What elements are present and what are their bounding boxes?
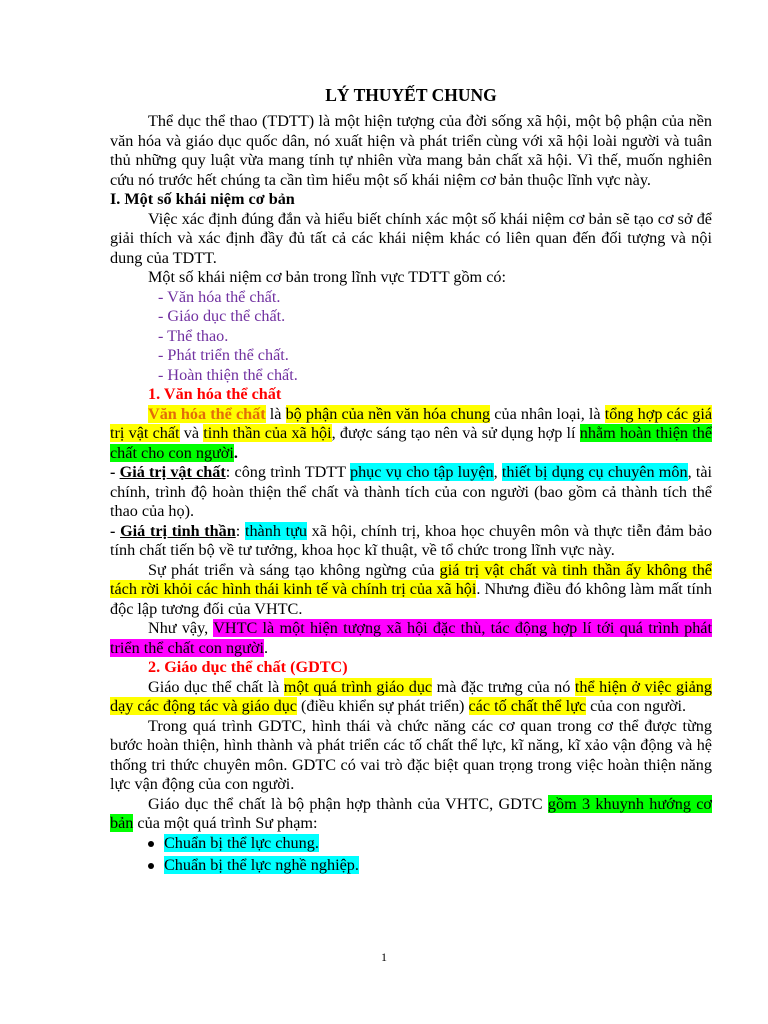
- text-run: Như vậy,: [148, 619, 214, 637]
- text-run: ,: [493, 463, 502, 481]
- conclusion-paragraph: [110, 619, 712, 658]
- highlight: các tố chất thể lực: [468, 697, 587, 715]
- list-item: - Giáo dục thể chất.: [158, 307, 286, 325]
- highlight: thành tựu: [244, 521, 307, 540]
- highlight: thể hiện ở việc giảng dạy các động tác và giáo dục: [110, 677, 712, 715]
- definition-paragraph: [110, 405, 712, 464]
- components-paragraph: [110, 795, 712, 834]
- text-run: Sự phát triển và sáng tạo không ngừng của: [148, 560, 440, 579]
- list-item: - Phát triển thể chất.: [158, 346, 289, 364]
- list-item: [164, 856, 712, 876]
- text-run: xã hội, chính trị, khoa học chuyên môn và thực tiễn đảm bảo tính chất tiến bộ về tư tưởng, khoa học kĩ thuật, về tổ chức trong lĩnh vực này.: [110, 521, 713, 559]
- concept-list: [110, 288, 712, 386]
- list-item: - Hoàn thiện thể chất.: [158, 365, 298, 384]
- highlight: Chuẩn bị thể lực nghề nghiệp.: [164, 856, 359, 874]
- intro-paragraph: Thể dục thể thao (TDTT) là một hiện tượng của đời sống xã hội, một bộ phận của nền văn hóa và giáo dục quốc dân, nó xuất hiện và phát triển cùng với xã hội loài người và tuân thủ những quy luật vừa mang tính tự nhiên vừa mang bản chất xã hội. Vì thế, muốn nghiên cứu nó trước hết chúng ta cần tìm hiểu một số khái niệm cơ bản thuộc lĩnh vực này.: [110, 112, 712, 189]
- section-heading: I. Một số khái niệm cơ bản: [110, 190, 295, 208]
- text-run: Giáo dục thể chất là bộ phận hợp thành của VHTC, GDTC: [148, 794, 548, 813]
- material-value-paragraph: [110, 463, 712, 522]
- term: Văn hóa thể chất: [148, 404, 266, 423]
- text-run: .: [233, 443, 238, 462]
- text-run: : công trình TDTT: [225, 463, 350, 481]
- text-run: mà đặc trưng của nó: [432, 677, 575, 696]
- text-run: , tài chính, trình độ hoàn thiện thể chất và thành tích của con người (bao gồm cả thành tích thể thao của họ).: [110, 463, 713, 520]
- spiritual-value-paragraph: [110, 522, 712, 561]
- list-item: - Văn hóa thể chất.: [158, 287, 281, 306]
- text-run: Giáo dục thể chất là: [148, 677, 284, 696]
- subsection-heading: 2. Giáo dục thể chất (GDTC): [148, 658, 348, 676]
- tendency-list: [110, 834, 712, 876]
- process-paragraph: Trong quá trình GDTC, hình thái và chức năng các cơ quan trong cơ thể được từng bước hoàn thiện, hình thành và phát triển các tố chất thể lực, kĩ năng, kĩ xảo vận động và hệ thống tri thức chuyên môn. GDTC có vai trò đặc biệt quan trọng trong việc hoàn thiện năng lực vận động của con người.: [110, 716, 712, 793]
- section-paragraph: Một số khái niệm cơ bản trong lĩnh vực TDTT gồm có:: [148, 268, 506, 286]
- term: Giá trị vật chất: [119, 463, 226, 481]
- page-title: LÝ THUYẾT CHUNG: [325, 85, 497, 105]
- text-run: , được sáng tạo nên và sử dụng hợp lí: [331, 424, 580, 442]
- text-run: (điều khiển sự phát triển): [296, 697, 469, 715]
- page-number: 1: [381, 950, 387, 964]
- highlight: Chuẩn bị thể lực chung.: [164, 833, 319, 852]
- highlight: bộ phận của nền văn hóa chung: [285, 404, 491, 423]
- text-run: là: [265, 404, 286, 423]
- text-run: .: [263, 638, 269, 657]
- text-run: -: [110, 463, 120, 481]
- highlight: phục vụ cho tập luyện: [349, 463, 494, 481]
- highlight: giá trị vật chất và tinh thần ấy không thể tách rời khỏi các hình thái kinh tế và chính trị của xã hội: [110, 560, 712, 598]
- text-run: . Nhưng điều đó không làm mất tính độc lập tương đối của VHTC.: [110, 580, 713, 618]
- highlight: gồm 3 khuynh hướng cơ bản: [110, 794, 712, 832]
- list-item: [164, 834, 712, 854]
- term: Giá trị tinh thần: [120, 521, 236, 540]
- subsection-heading: 1. Văn hóa thể chất: [148, 385, 282, 403]
- definition-paragraph: [110, 678, 712, 717]
- text-run: của một quá trình Sư phạm:: [133, 814, 318, 832]
- text-run: của con người.: [586, 697, 687, 715]
- highlight: tinh thần của xã hội: [203, 424, 332, 442]
- document-content: [110, 84, 712, 879]
- highlight: một quá trình giáo dục: [283, 677, 433, 696]
- highlight: nhằm hoàn thiện thể chất cho con người: [110, 424, 713, 462]
- highlight: thiết bị dụng cụ chuyên môn: [501, 463, 688, 481]
- text-run: -: [110, 521, 121, 540]
- text-run: :: [235, 521, 245, 540]
- list-item: - Thể thao.: [158, 326, 229, 345]
- section-paragraph: Việc xác định đúng đắn và hiểu biết chính xác một số khái niệm cơ bản sẽ tạo cơ sở để giải thích và xác định đầy đủ tất cả các khái niệm khác có liên quan đến đối tượng và nội dung của TDTT.: [110, 209, 712, 267]
- highlight: tổng hợp các giá trị vật chất: [110, 404, 712, 442]
- text-run: của nhân loại, là: [490, 404, 605, 423]
- text-run: và: [179, 424, 204, 442]
- highlight: VHTC là một hiện tượng xã hội đặc thù, tác động hợp lí tới quá trình phát triển thể chất con người: [110, 619, 712, 657]
- development-paragraph: [110, 561, 712, 620]
